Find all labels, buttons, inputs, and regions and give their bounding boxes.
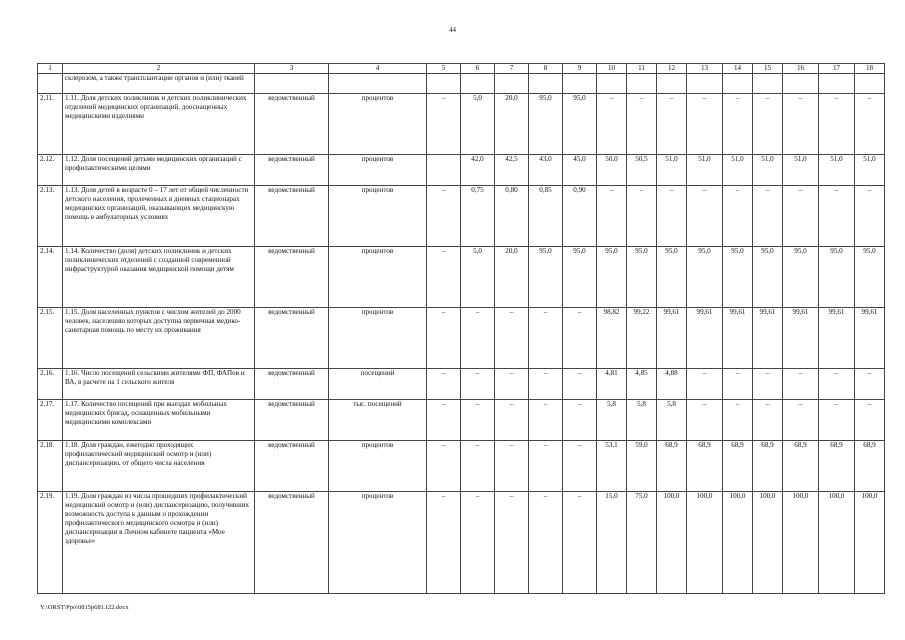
indicator-name-cell: 1.18. Доля граждан, ежегодно проходящих профилактический медицинский осмотр и (или) диспансеризацию, от общего числа населения xyxy=(63,441,255,492)
value-cell: 75,0 xyxy=(627,492,657,594)
table-row xyxy=(38,308,885,369)
value-cell: 99,61 xyxy=(855,308,885,369)
value-cell: 0,75 xyxy=(461,186,495,247)
value-cell: 50,0 xyxy=(597,155,627,186)
source-cell: ведомственный xyxy=(255,247,329,308)
value-cell: – xyxy=(427,94,461,155)
value-cell: – xyxy=(563,492,597,594)
value-cell: – xyxy=(427,308,461,369)
value-cell: – xyxy=(597,186,627,247)
column-number: 11 xyxy=(627,64,657,74)
value-cell: 45,0 xyxy=(563,155,597,186)
row-number-cell: 2.15. xyxy=(38,308,63,369)
value-cell xyxy=(597,74,627,94)
value-cell: – xyxy=(723,400,753,441)
unit-cell: процентов xyxy=(329,308,427,369)
value-cell: 53,1 xyxy=(597,441,627,492)
value-cell: 51,0 xyxy=(657,155,687,186)
value-cell: – xyxy=(563,369,597,400)
indicator-name-cell: склерозом, а также трансплантации органов и (или) тканей xyxy=(63,74,255,94)
table-row xyxy=(38,369,885,400)
value-cell: 42,0 xyxy=(461,155,495,186)
value-cell: 100,0 xyxy=(783,492,819,594)
value-cell: – xyxy=(427,247,461,308)
value-cell: 4,81 xyxy=(597,369,627,400)
unit-cell: процентов xyxy=(329,155,427,186)
value-cell xyxy=(461,74,495,94)
value-cell: – xyxy=(855,186,885,247)
value-cell: – xyxy=(753,400,783,441)
value-cell: 95,0 xyxy=(597,247,627,308)
value-cell xyxy=(783,74,819,94)
value-cell: – xyxy=(855,400,885,441)
value-cell: 51,0 xyxy=(855,155,885,186)
value-cell: – xyxy=(687,400,723,441)
value-cell: 5,0 xyxy=(461,247,495,308)
column-number: 12 xyxy=(657,64,687,74)
value-cell: 5,8 xyxy=(597,400,627,441)
value-cell: 95,0 xyxy=(529,247,563,308)
value-cell: – xyxy=(461,308,495,369)
value-cell: – xyxy=(427,441,461,492)
table-row xyxy=(38,492,885,594)
column-number: 18 xyxy=(855,64,885,74)
value-cell: 99,61 xyxy=(657,308,687,369)
value-cell: – xyxy=(461,369,495,400)
unit-cell xyxy=(329,74,427,94)
value-cell: 100,0 xyxy=(723,492,753,594)
value-cell: – xyxy=(855,369,885,400)
value-cell xyxy=(753,74,783,94)
value-cell: – xyxy=(753,94,783,155)
column-number: 10 xyxy=(597,64,627,74)
value-cell: 95,0 xyxy=(753,247,783,308)
column-number: 14 xyxy=(723,64,753,74)
row-number-cell: 2.11. xyxy=(38,94,63,155)
value-cell: 51,0 xyxy=(723,155,753,186)
value-cell: – xyxy=(529,441,563,492)
value-cell: – xyxy=(783,186,819,247)
value-cell: 100,0 xyxy=(819,492,855,594)
source-cell: ведомственный xyxy=(255,441,329,492)
value-cell: – xyxy=(819,94,855,155)
value-cell: 95,0 xyxy=(723,247,753,308)
value-cell: 43,0 xyxy=(529,155,563,186)
source-cell: ведомственный xyxy=(255,186,329,247)
value-cell: 99,22 xyxy=(627,308,657,369)
value-cell xyxy=(427,155,461,186)
column-number: 6 xyxy=(461,64,495,74)
value-cell: 98,82 xyxy=(597,308,627,369)
value-cell: 51,0 xyxy=(783,155,819,186)
value-cell: 95,0 xyxy=(657,247,687,308)
value-cell: 100,0 xyxy=(687,492,723,594)
unit-cell: посещений xyxy=(329,369,427,400)
value-cell: 51,0 xyxy=(819,155,855,186)
source-cell: ведомственный xyxy=(255,492,329,594)
unit-cell: тыс. посещений xyxy=(329,400,427,441)
value-cell: – xyxy=(819,400,855,441)
value-cell: – xyxy=(461,400,495,441)
value-cell: – xyxy=(529,492,563,594)
column-number: 1 xyxy=(38,64,63,74)
table-row xyxy=(38,441,885,492)
value-cell: – xyxy=(819,186,855,247)
unit-cell: процентов xyxy=(329,186,427,247)
value-cell: 68,9 xyxy=(687,441,723,492)
value-cell: – xyxy=(529,308,563,369)
column-number: 4 xyxy=(329,64,427,74)
column-number: 3 xyxy=(255,64,329,74)
value-cell: – xyxy=(461,441,495,492)
column-number: 15 xyxy=(753,64,783,74)
column-number: 8 xyxy=(529,64,563,74)
value-cell: – xyxy=(657,94,687,155)
value-cell: – xyxy=(723,369,753,400)
value-cell: – xyxy=(495,492,529,594)
value-cell: 68,9 xyxy=(783,441,819,492)
value-cell: – xyxy=(495,400,529,441)
value-cell: 51,0 xyxy=(753,155,783,186)
indicator-name-cell: 1.19. Доля граждан из числа прошедших профилактический медицинский осмотр и (или) диспансеризацию, получивших возможность доступа к данным о прохождении профилактического медицинского осмотра и (или) диспансеризации в Личном кабинете пациента «Мое здоровье» xyxy=(63,492,255,594)
value-cell: 5,0 xyxy=(461,94,495,155)
value-cell: 51,0 xyxy=(687,155,723,186)
value-cell xyxy=(529,74,563,94)
value-cell: 99,61 xyxy=(723,308,753,369)
value-cell: 4,85 xyxy=(627,369,657,400)
source-cell: ведомственный xyxy=(255,94,329,155)
column-number: 2 xyxy=(63,64,255,74)
value-cell: 95,0 xyxy=(783,247,819,308)
value-cell: 59,0 xyxy=(627,441,657,492)
row-number-cell xyxy=(38,74,63,94)
value-cell: – xyxy=(563,441,597,492)
value-cell xyxy=(627,74,657,94)
value-cell xyxy=(723,74,753,94)
value-cell: – xyxy=(461,492,495,594)
table-row xyxy=(38,247,885,308)
value-cell: 95,0 xyxy=(563,247,597,308)
value-cell: 95,0 xyxy=(563,94,597,155)
value-cell: 100,0 xyxy=(657,492,687,594)
value-cell: – xyxy=(723,186,753,247)
value-cell xyxy=(855,74,885,94)
source-cell xyxy=(255,74,329,94)
row-number-cell: 2.14. xyxy=(38,247,63,308)
unit-cell: процентов xyxy=(329,247,427,308)
indicator-name-cell: 1.17. Количество посещений при выездах мобильных медицинских бригад, оснащенных мобильными медицинскими комплексами xyxy=(63,400,255,441)
value-cell: 99,61 xyxy=(753,308,783,369)
value-cell: – xyxy=(687,369,723,400)
value-cell: – xyxy=(495,441,529,492)
table-row xyxy=(38,74,885,94)
value-cell xyxy=(657,74,687,94)
value-cell: – xyxy=(657,186,687,247)
value-cell: – xyxy=(427,369,461,400)
value-cell: 100,0 xyxy=(753,492,783,594)
unit-cell: процентов xyxy=(329,94,427,155)
value-cell: 68,9 xyxy=(723,441,753,492)
value-cell: – xyxy=(427,400,461,441)
value-cell: – xyxy=(783,400,819,441)
value-cell: – xyxy=(529,400,563,441)
value-cell xyxy=(495,74,529,94)
value-cell: 20,0 xyxy=(495,247,529,308)
column-number: 13 xyxy=(687,64,723,74)
value-cell: 99,61 xyxy=(687,308,723,369)
value-cell: 95,0 xyxy=(819,247,855,308)
source-cell: ведомственный xyxy=(255,400,329,441)
value-cell: – xyxy=(597,94,627,155)
value-cell: 68,9 xyxy=(657,441,687,492)
value-cell: – xyxy=(427,492,461,594)
indicator-name-cell: 1.11. Доля детских поликлиник и детских поликлинических отделений медицинских организаций, дооснащенных медицинскими изделиями xyxy=(63,94,255,155)
indicator-name-cell: 1.13. Доля детей в возрасте 0 – 17 лет от общей численности детского населения, пролеченных в дневных стационарах медицинских организаций, оказывающих медицинскую помощь в амбулаторных условиях xyxy=(63,186,255,247)
value-cell: 95,0 xyxy=(529,94,563,155)
value-cell: – xyxy=(627,94,657,155)
value-cell: – xyxy=(753,369,783,400)
value-cell: 5,8 xyxy=(657,400,687,441)
page-number: 44 xyxy=(449,26,456,34)
value-cell: – xyxy=(427,186,461,247)
table-row xyxy=(38,400,885,441)
value-cell: 0,90 xyxy=(563,186,597,247)
value-cell: 100,0 xyxy=(855,492,885,594)
column-number: 17 xyxy=(819,64,855,74)
row-number-cell: 2.13. xyxy=(38,186,63,247)
value-cell xyxy=(687,74,723,94)
indicator-name-cell: 1.14. Количество (доля) детских поликлиник и детских поликлинических отделений с созданной современной инфраструктурой оказания медицинской помощи детям xyxy=(63,247,255,308)
row-number-cell: 2.12. xyxy=(38,155,63,186)
value-cell: – xyxy=(783,94,819,155)
value-cell: 95,0 xyxy=(627,247,657,308)
value-cell: – xyxy=(723,94,753,155)
source-cell: ведомственный xyxy=(255,308,329,369)
row-number-cell: 2.17. xyxy=(38,400,63,441)
column-number-row xyxy=(38,64,885,74)
value-cell: 68,9 xyxy=(855,441,885,492)
indicators-table xyxy=(37,63,885,594)
value-cell: 50,5 xyxy=(627,155,657,186)
column-number: 16 xyxy=(783,64,819,74)
value-cell: – xyxy=(783,369,819,400)
table-row xyxy=(38,186,885,247)
value-cell: – xyxy=(495,308,529,369)
value-cell: 5,8 xyxy=(627,400,657,441)
value-cell: – xyxy=(753,186,783,247)
value-cell: 99,61 xyxy=(819,308,855,369)
value-cell xyxy=(819,74,855,94)
value-cell: – xyxy=(563,400,597,441)
value-cell: 42,5 xyxy=(495,155,529,186)
row-number-cell: 2.19. xyxy=(38,492,63,594)
value-cell: 95,0 xyxy=(687,247,723,308)
indicator-name-cell: 1.16. Число посещений сельскими жителями ФП, ФАПов и ВА, в расчете на 1 сельского жителя xyxy=(63,369,255,400)
table-body xyxy=(38,64,885,594)
value-cell: – xyxy=(627,186,657,247)
value-cell: 15,0 xyxy=(597,492,627,594)
column-number: 5 xyxy=(427,64,461,74)
indicator-name-cell: 1.12. Доля посещений детьми медицинских организаций с профилактическими целями xyxy=(63,155,255,186)
source-cell: ведомственный xyxy=(255,155,329,186)
source-cell: ведомственный xyxy=(255,369,329,400)
value-cell xyxy=(563,74,597,94)
value-cell: 4,88 xyxy=(657,369,687,400)
indicator-name-cell: 1.15. Доля населенных пунктов с числом жителей до 2000 человек, населению которых доступна первичная медико-санитарная помощь по месту их проживания xyxy=(63,308,255,369)
value-cell: – xyxy=(819,369,855,400)
value-cell xyxy=(427,74,461,94)
table-row xyxy=(38,94,885,155)
value-cell: – xyxy=(687,94,723,155)
footer-file-path: Y:\ORST\Ppo\0815p681.f22.docx xyxy=(40,604,129,611)
value-cell: 20,0 xyxy=(495,94,529,155)
row-number-cell: 2.16. xyxy=(38,369,63,400)
value-cell: – xyxy=(855,94,885,155)
value-cell: – xyxy=(687,186,723,247)
value-cell: – xyxy=(563,308,597,369)
unit-cell: процентов xyxy=(329,492,427,594)
value-cell: 95,0 xyxy=(855,247,885,308)
value-cell: – xyxy=(495,369,529,400)
value-cell: 99,61 xyxy=(783,308,819,369)
value-cell: 68,9 xyxy=(819,441,855,492)
table-row xyxy=(38,155,885,186)
unit-cell: процентов xyxy=(329,441,427,492)
column-number: 9 xyxy=(563,64,597,74)
value-cell: 68,9 xyxy=(753,441,783,492)
column-number: 7 xyxy=(495,64,529,74)
value-cell: 0,80 xyxy=(495,186,529,247)
row-number-cell: 2.18. xyxy=(38,441,63,492)
value-cell: 0,85 xyxy=(529,186,563,247)
value-cell: – xyxy=(529,369,563,400)
